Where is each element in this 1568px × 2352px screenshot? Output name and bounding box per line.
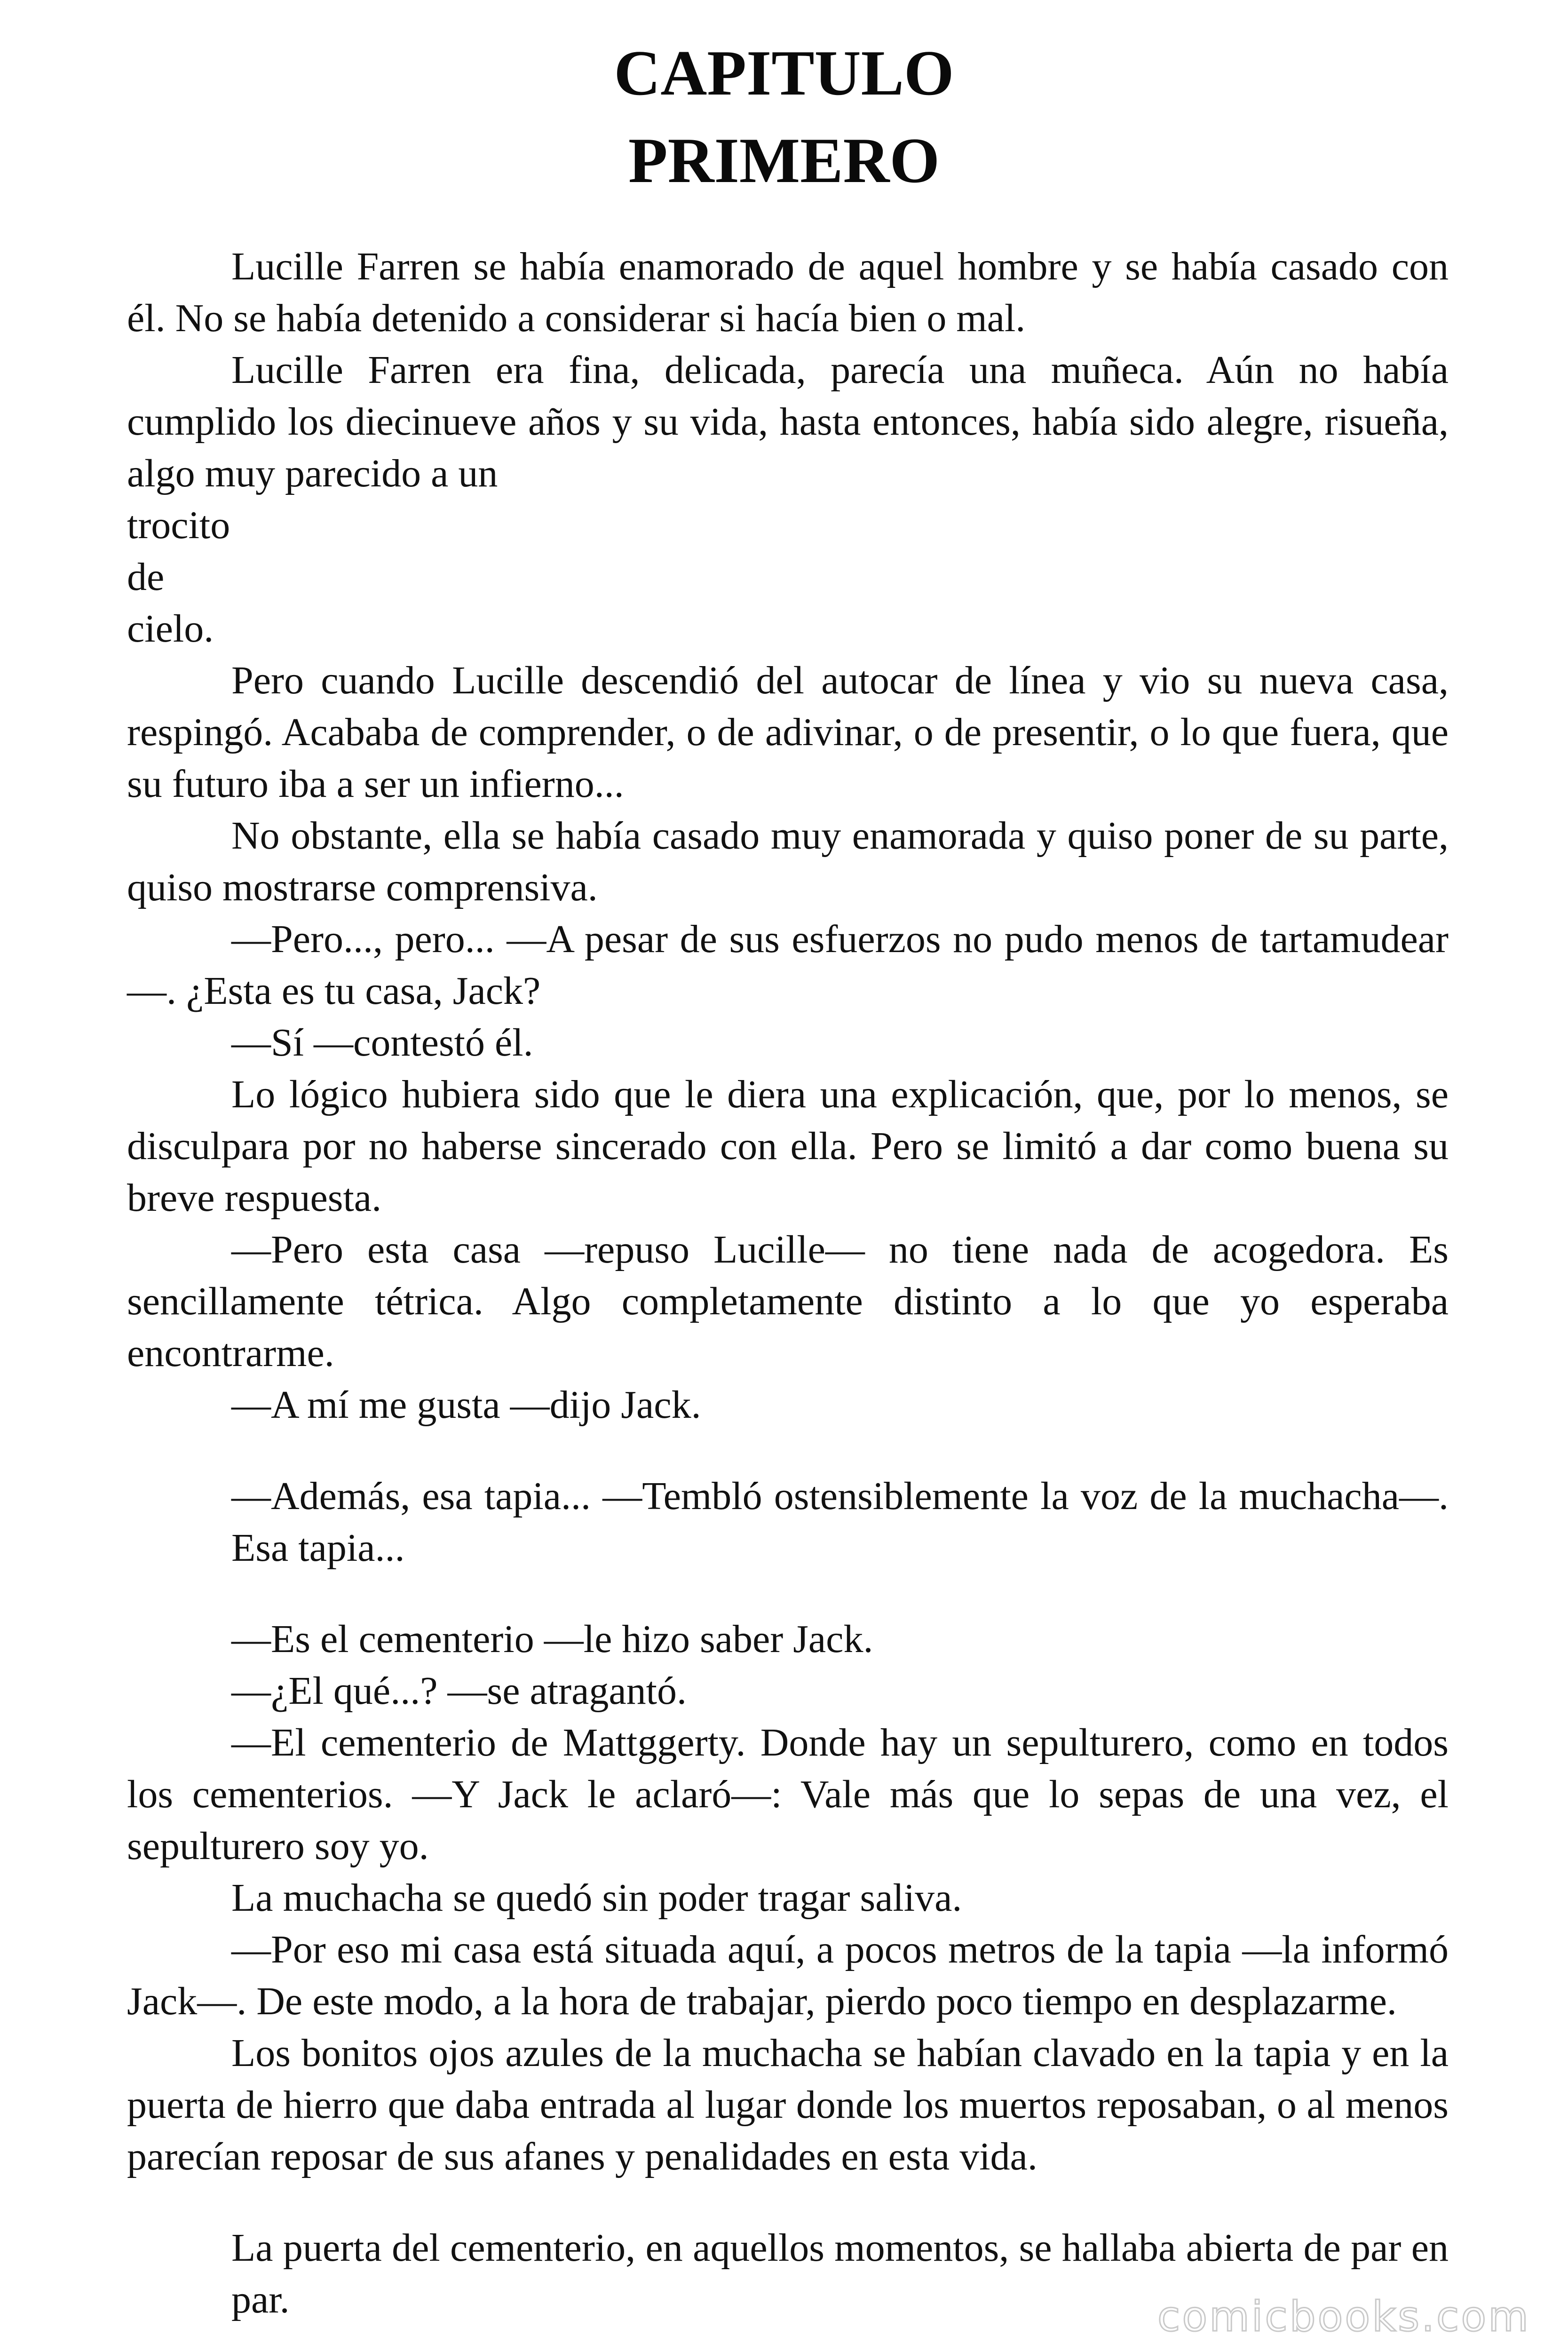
dialogue-paragraph: —Además, esa tapia... —Tembló ostensiblemente la voz de la muchacha—. Esa tapia... [231,1474,1449,1570]
paragraph: Pero cuando Lucille descendió del autocar de línea y vio su nueva casa, respingó. Acababa de comprender, o de adivinar, o de presentir, o lo que fuera, que su futuro iba a ser un infierno... [127,659,1449,806]
paragraph: Los bonitos ojos azules de la muchacha se habían clavado en la tapia y en la puerta de hierro que daba entrada al lugar donde los muertos reposaban, o al menos parecían reposar de sus afanes y penalidades en esta vida. [127,2031,1449,2178]
paragraph: Lucille Farren era fina, delicada, parecía una muñeca. Aún no había cumplido los diecinueve años y su vida, hasta entonces, había sido alegre, risueña, algo muy parecido a un [127,348,1449,495]
paragraph-fragment: de [127,555,165,599]
dialogue-paragraph: —El cementerio de Mattggerty. Donde hay un sepulturero, como en todos los cementerios. —Y Jack le aclaró—: Vale más que lo sepas de una vez, el sepulturero soy yo. [127,1721,1449,1868]
dialogue-paragraph: —A mí me gusta —dijo Jack. [231,1383,701,1427]
paragraph: Lo lógico hubiera sido que le diera una explicación, que, por lo menos, se disculpara por no haberse sincerado con ella. Pero se limitó a dar como buena su breve respuesta. [127,1073,1449,1220]
paragraph-fragment: cielo. [127,607,214,651]
watermark: comicbooks.com [1157,2292,1530,2341]
dialogue-paragraph: —Es el cementerio —le hizo saber Jack. [231,1617,873,1661]
paragraph-fragment: trocito [127,503,230,547]
chapter-title [0,29,1568,204]
chapter-title-line-2: PRIMERO [628,125,940,196]
dialogue-paragraph: —Por eso mi casa está situada aquí, a pocos metros de la tapia —la informó Jack—. De este modo, a la hora de trabajar, pierdo poco tiempo en desplazarme. [127,1928,1449,2023]
paragraph: Lucille Farren se había enamorado de aquel hombre y se había casado con él. No se había detenido a considerar si hacía bien o mal. [127,245,1449,340]
dialogue-paragraph: —Pero esta casa —repuso Lucille— no tiene nada de acogedora. Es sencillamente tétrica. Algo completamente distinto a lo que yo esperaba encontrarme. [127,1228,1449,1375]
paragraph: La puerta del cementerio, en aquellos momentos, se hallaba abierta de par en par. [231,2226,1449,2321]
dialogue-paragraph: —Pero..., pero... —A pesar de sus esfuerzos no pudo menos de tartamudear—. ¿Esta es tu casa, Jack? [127,917,1449,1013]
chapter-title-line-1: CAPITULO [614,37,954,109]
dialogue-paragraph: —Sí —contestó él. [231,1021,533,1065]
paragraph: La muchacha se quedó sin poder tragar saliva. [231,1876,962,1920]
chapter-body [127,241,1449,2352]
dialogue-paragraph: —¿El qué...? —se atragantó. [231,1669,687,1713]
paragraph: No obstante, ella se había casado muy enamorada y quiso poner de su parte, quiso mostrarse comprensiva. [127,814,1449,909]
